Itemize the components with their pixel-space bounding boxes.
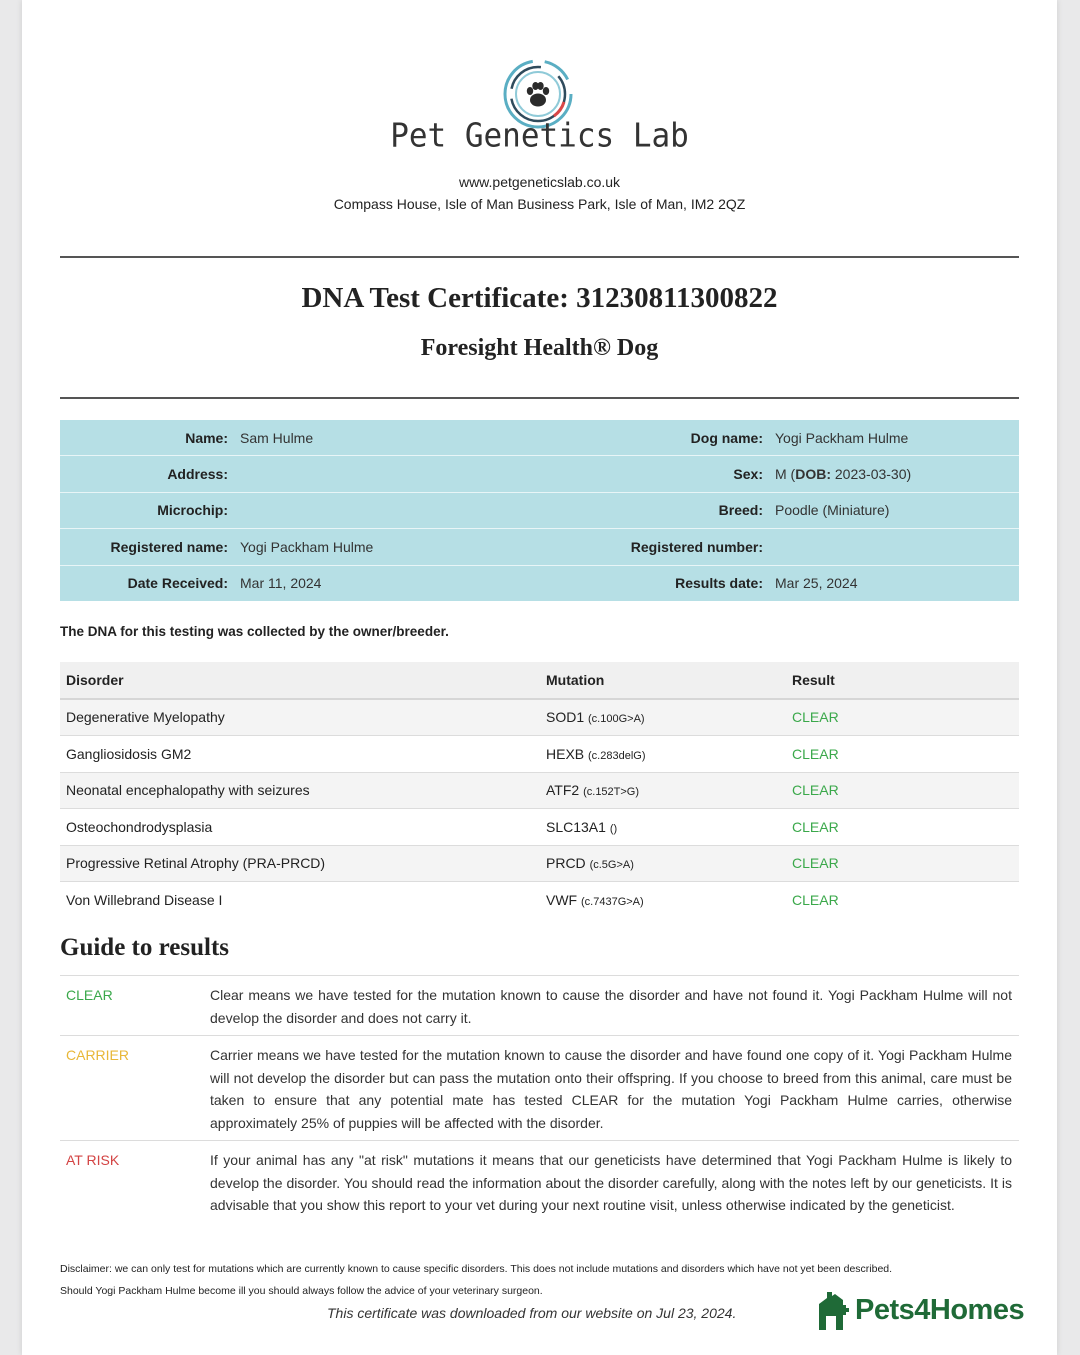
table-header-row xyxy=(60,662,1019,700)
result-value: CLEAR xyxy=(792,709,839,726)
info-value-sex-dob xyxy=(763,466,911,482)
dob-label: DOB: xyxy=(795,466,831,483)
disorder-name: Von Willebrand Disease I xyxy=(66,891,223,908)
result-value: CLEAR xyxy=(792,855,839,872)
disorder-results-table xyxy=(60,662,1019,918)
mutation-cell xyxy=(546,819,792,835)
dob-value: 2023-03-30) xyxy=(831,466,912,483)
mutation-cell xyxy=(546,782,792,798)
column-header-result: Result xyxy=(792,671,835,688)
table-row xyxy=(60,882,1019,918)
info-value: Yogi Packham Hulme xyxy=(775,429,909,446)
info-label: Microchip: xyxy=(157,502,228,519)
info-label: Date Received: xyxy=(127,575,228,592)
pets4homes-logo-icon xyxy=(817,1290,851,1330)
table-row xyxy=(60,773,1019,810)
disorder-name: Neonatal encephalopathy with seizures xyxy=(66,782,310,799)
certificate-subtitle: Foresight Health® Dog xyxy=(420,335,659,361)
table-row xyxy=(60,736,1019,773)
lab-address: Compass House, Isle of Man Business Park, Isle of Man, IM2 2QZ xyxy=(333,196,746,212)
guide-row xyxy=(60,1141,1019,1223)
info-label: Registered name: xyxy=(110,538,228,555)
result-value: CLEAR xyxy=(792,818,839,835)
info-label: Registered number: xyxy=(630,538,763,555)
guide-row xyxy=(60,976,1019,1036)
info-row xyxy=(60,420,1019,456)
info-label: Address: xyxy=(167,466,228,483)
info-label: Dog name: xyxy=(690,429,763,446)
result-value: CLEAR xyxy=(792,891,839,908)
mutation-cell xyxy=(546,746,792,762)
gene-name: ATF2 xyxy=(546,782,580,799)
variant: () xyxy=(609,822,618,835)
column-header-disorder: Disorder xyxy=(66,671,124,688)
variant: (c.7437G>A) xyxy=(581,895,644,908)
table-row xyxy=(60,809,1019,846)
info-row xyxy=(60,529,1019,565)
info-value: Sam Hulme xyxy=(240,429,314,446)
gene-name: SLC13A1 xyxy=(546,818,606,835)
table-row xyxy=(60,700,1019,737)
disorder-name: Osteochondrodysplasia xyxy=(66,818,213,835)
info-label: Name: xyxy=(185,429,228,446)
collection-note: The DNA for this testing was collected by the owner/breeder. xyxy=(60,624,449,639)
result-value: CLEAR xyxy=(792,782,839,799)
certificate-title: DNA Test Certificate: 31230811300822 xyxy=(301,282,778,314)
guide-text: Carrier means we have tested for the mutation known to cause the disorder and have found one copy of it. Yogi Packham Hulme will not develop the disorder but can pass the mutation onto their offspring. If you choose to breed from this animal, care must be taken to ensure that any potential mate has tested CLEAR for the mutation Yogi Packham Hulme carries, otherwise approximately 25% of puppies will be affected with the disorder. xyxy=(210,1047,1012,1131)
column-header-mutation: Mutation xyxy=(546,671,605,688)
gene-name: SOD1 xyxy=(546,709,585,726)
sex-value: M ( xyxy=(775,466,796,483)
mutation-cell xyxy=(546,855,792,871)
info-row xyxy=(60,493,1019,529)
disclaimer-line: Disclaimer: we can only test for mutations which are currently known to cause specific disorders. This does not include mutations and disorders which have not yet been described. xyxy=(60,1263,893,1275)
info-value: Mar 25, 2024 xyxy=(775,575,858,592)
disorder-name: Gangliosidosis GM2 xyxy=(66,745,192,762)
gene-name: VWF xyxy=(546,891,578,908)
guide-key-clear: CLEAR xyxy=(66,987,113,1003)
guide-text: Clear means we have tested for the mutation known to cause the disorder and have not found it. Yogi Packham Hulme will not develop the disorder and does not carry it. xyxy=(210,987,1012,1026)
disclaimer-line: Should Yogi Packham Hulme become ill you should always follow the advice of your veterinary surgeon. xyxy=(60,1285,543,1297)
info-row xyxy=(60,456,1019,492)
guide-row xyxy=(60,1036,1019,1141)
guide-key-at-risk: AT RISK xyxy=(66,1152,120,1168)
gene-name: PRCD xyxy=(546,855,586,872)
guide-text: If your animal has any "at risk" mutations it means that our geneticists have determined that Yogi Packham Hulme is likely to develop the disorder. You should read the information about the disorder carefully, along with the notes left by our geneticists. It is advisable that you show this report to your vet during your next routine visit, unless otherwise indicated by the geneticist. xyxy=(210,1152,1012,1213)
variant: (c.100G>A) xyxy=(588,713,645,726)
lab-website: www.petgeneticslab.co.uk xyxy=(458,174,621,190)
variant: (c.283delG) xyxy=(588,749,646,762)
variant: (c.152T>G) xyxy=(583,786,640,799)
certificate-page xyxy=(22,0,1057,1355)
disorder-name: Degenerative Myelopathy xyxy=(66,709,225,726)
info-row xyxy=(60,566,1019,601)
owner-dog-info-table xyxy=(60,420,1019,601)
lab-brand-name: Pet Genetics Lab xyxy=(390,117,689,155)
info-label: Sex: xyxy=(733,466,763,483)
download-note: This certificate was downloaded from our website on Jul 23, 2024. xyxy=(327,1305,737,1321)
info-value: Yogi Packham Hulme xyxy=(240,538,374,555)
mutation-cell xyxy=(546,709,792,725)
pets4homes-watermark xyxy=(817,1290,1024,1330)
gene-name: HEXB xyxy=(546,745,585,762)
info-value: Mar 11, 2024 xyxy=(240,575,322,592)
table-row xyxy=(60,846,1019,883)
guide-title: Guide to results xyxy=(60,934,229,961)
info-value: Poodle (Miniature) xyxy=(775,502,890,519)
variant: (c.5G>A) xyxy=(589,859,634,872)
guide-key-carrier: CARRIER xyxy=(66,1047,130,1063)
divider xyxy=(60,256,1019,258)
pets4homes-text: Pets4Homes xyxy=(855,1293,1025,1326)
result-value: CLEAR xyxy=(792,745,839,762)
info-label: Breed: xyxy=(718,502,763,519)
divider xyxy=(60,397,1019,399)
guide-table xyxy=(60,975,1019,1223)
disorder-name: Progressive Retinal Atrophy (PRA-PRCD) xyxy=(66,855,326,872)
info-label: Results date: xyxy=(675,575,763,592)
mutation-cell xyxy=(546,892,792,908)
